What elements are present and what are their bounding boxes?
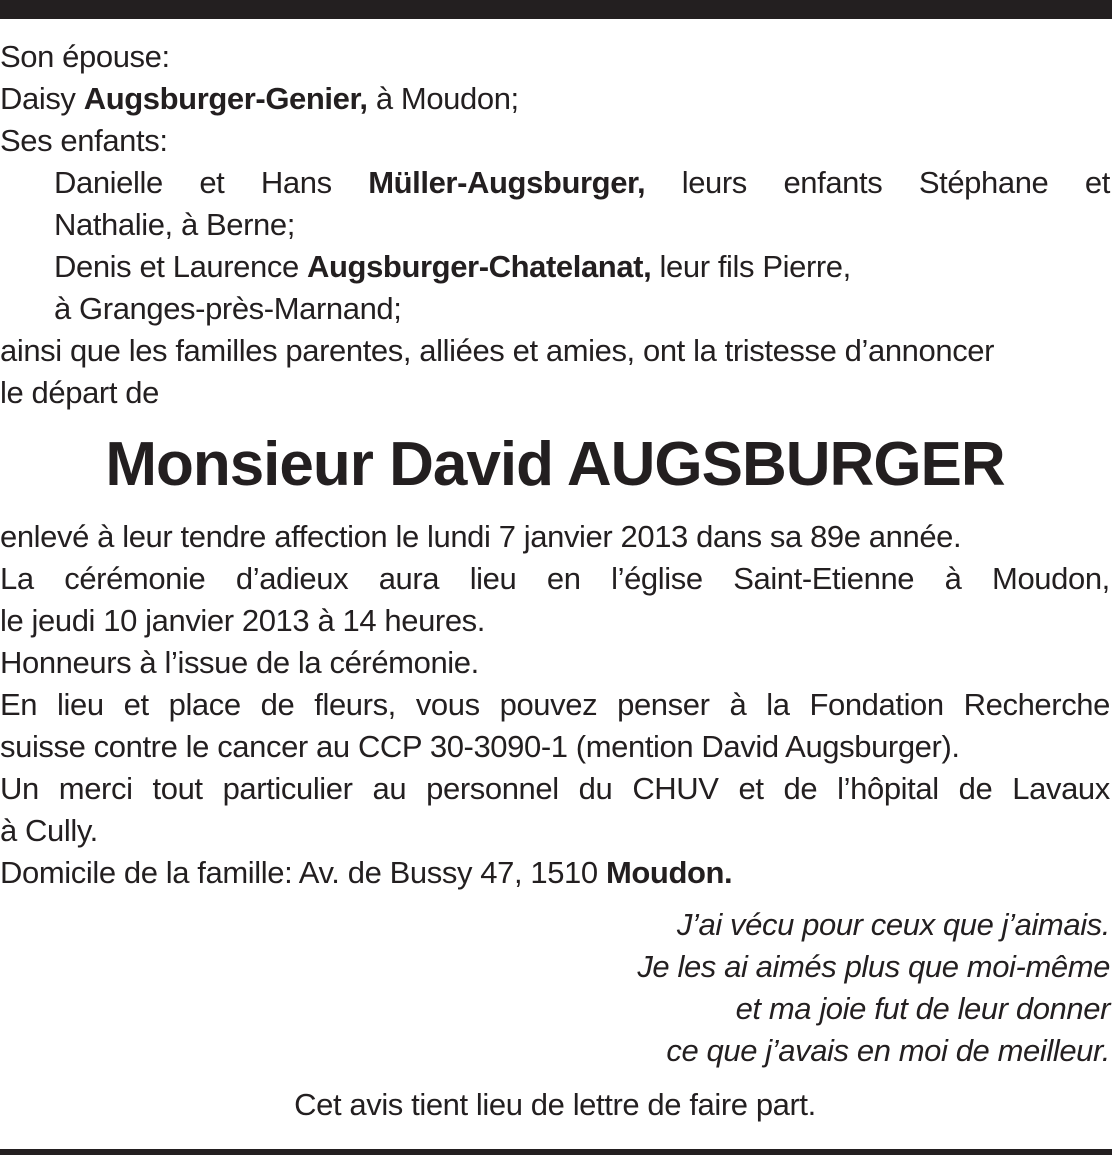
obituary-notice — [0, 36, 1110, 1126]
death-line: enlevé à leur tendre affection le lundi 7 janvier 2013 dans sa 89e année. — [0, 519, 962, 554]
ceremony-word: Moudon, — [992, 561, 1110, 596]
thanks-word: personnel — [426, 771, 559, 806]
child1-surname: Müller-Augsburger, — [368, 165, 646, 200]
flowers-word: de — [260, 687, 295, 722]
domicile-line — [0, 852, 1110, 894]
flowers-word: fleurs, — [314, 687, 396, 722]
ceremony-line2: le jeudi 10 janvier 2013 à 14 heures. — [0, 603, 485, 638]
thanks-line1 — [0, 768, 1110, 810]
thanks-word: l’hôpital — [837, 771, 939, 806]
thanks-word: merci — [58, 771, 133, 806]
flowers-word: penser — [617, 687, 710, 722]
thanks-word: et — [738, 771, 764, 806]
spouse-surname: Augsburger-Genier, — [83, 81, 376, 116]
flowers-word: Fondation — [809, 687, 944, 722]
spouse-line — [0, 78, 1110, 120]
thanks-word: particulier — [222, 771, 353, 806]
relatives-line2: le départ de — [0, 375, 159, 410]
child1-word: et — [199, 165, 225, 200]
child2-surname: Augsburger-Chatelanat, — [307, 249, 660, 284]
poem-line: et ma joie fut de leur donner — [735, 991, 1110, 1026]
flowers-word: la — [766, 687, 790, 722]
closing-note: Cet avis tient lieu de lettre de faire part. — [294, 1087, 816, 1122]
spouse-heading: Son épouse: — [0, 39, 170, 74]
thanks-word: de — [783, 771, 818, 806]
child1-rest-word: enfants — [783, 165, 883, 200]
spouse-place: à Moudon; — [375, 81, 519, 116]
child1-rest-word: Stéphane — [918, 165, 1049, 200]
ceremony-word: à — [944, 561, 962, 596]
thanks-word: tout — [152, 771, 203, 806]
ceremony-word: d’adieux — [235, 561, 349, 596]
child1-line1 — [0, 162, 1110, 204]
child2-line1 — [0, 246, 1110, 288]
child1-word: Danielle — [54, 165, 163, 200]
thanks-line2: à Cully. — [0, 813, 98, 848]
honours-line: Honneurs à l’issue de la cérémonie. — [0, 645, 479, 680]
poem — [0, 904, 1110, 1072]
child1-rest-word: leurs — [681, 165, 747, 200]
deceased-name: Monsieur David AUGSBURGER — [105, 430, 1005, 499]
thanks-word: Un — [0, 771, 39, 806]
child2-rest: leur fils Pierre, — [659, 249, 851, 284]
poem-line: J’ai vécu pour ceux que j’aimais. — [676, 907, 1110, 942]
flowers-word: et — [123, 687, 149, 722]
flowers-word: vous — [415, 687, 480, 722]
ceremony-word: en — [546, 561, 581, 596]
ceremony-word: lieu — [469, 561, 517, 596]
ceremony-line1 — [0, 558, 1110, 600]
flowers-word: place — [168, 687, 241, 722]
ceremony-word: La — [0, 561, 34, 596]
flowers-line1 — [0, 684, 1110, 726]
thanks-word: du — [578, 771, 613, 806]
spouse-first-name: Daisy — [0, 81, 84, 116]
domicile-city: Moudon. — [605, 855, 733, 890]
child2-first-names: Denis et Laurence — [54, 249, 308, 284]
ceremony-word: cérémonie — [64, 561, 206, 596]
thanks-word: au — [372, 771, 407, 806]
child2-line2: à Granges-près-Marnand; — [54, 291, 402, 326]
thanks-word: CHUV — [632, 771, 719, 806]
ceremony-word: Saint-Etienne — [733, 561, 915, 596]
top-rule — [0, 0, 1112, 19]
ceremony-word: l’église — [611, 561, 703, 596]
child1-word: Hans — [260, 165, 332, 200]
ceremony-word: aura — [378, 561, 440, 596]
child1-line2: Nathalie, à Berne; — [54, 207, 295, 242]
flowers-word: Recherche — [963, 687, 1110, 722]
poem-line: ce que j’avais en moi de meilleur. — [666, 1033, 1110, 1068]
bottom-rule — [0, 1149, 1112, 1155]
thanks-word: Lavaux — [1012, 771, 1110, 806]
flowers-word: à — [729, 687, 747, 722]
child1-rest-word: et — [1084, 165, 1110, 200]
flowers-word: En — [0, 687, 38, 722]
poem-line: Je les ai aimés plus que moi-même — [637, 949, 1110, 984]
flowers-word: lieu — [57, 687, 104, 722]
children-heading: Ses enfants: — [0, 123, 168, 158]
flowers-word: pouvez — [499, 687, 598, 722]
relatives-line1: ainsi que les familles parentes, alliées et amies, ont la tristesse d’annoncer — [0, 333, 995, 368]
flowers-line2: suisse contre le cancer au CCP 30-3090-1 (mention David Augsburger). — [0, 729, 960, 764]
domicile-address: Domicile de la famille: Av. de Bussy 47, 1510 — [0, 855, 606, 890]
thanks-word: de — [958, 771, 993, 806]
